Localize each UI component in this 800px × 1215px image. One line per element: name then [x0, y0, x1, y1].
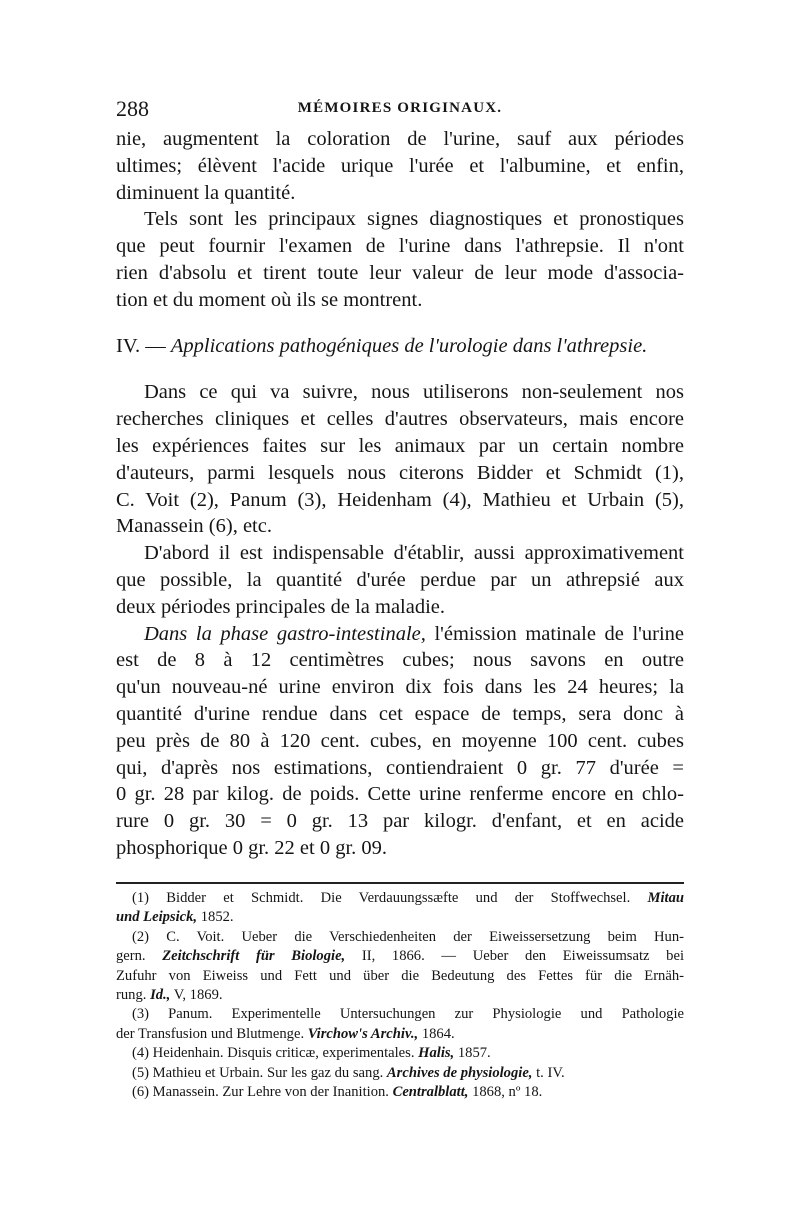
footnote-line [116, 986, 684, 1005]
body-line: rien d'absolu et tirent toute leur valeur de leur mode d'associa- [116, 261, 684, 284]
body-line: peu près de 80 à 120 cent. cubes, en moyenne 100 cent. cubes [116, 729, 684, 752]
body-line: qu'un nouveau-né urine environ dix fois dans les 24 heures; la [116, 676, 684, 699]
body-line: ultimes; élèvent l'acide urique l'urée et l'albumine, et enfin, [116, 154, 684, 177]
body-line [116, 621, 684, 648]
body-line: que peut fournir l'examen de l'urine dans l'athrepsie. Il n'ont [116, 235, 684, 258]
page-header [116, 96, 684, 126]
footnote-4 [116, 1044, 684, 1063]
body-line: Tels sont les principaux signes diagnostiques et pronostiques [144, 208, 684, 231]
footnote-text: der Transfusion und Blutmenge. [116, 1025, 308, 1042]
footnote-source: Halis, [418, 1045, 455, 1062]
footnote-source: Centralblatt, [392, 1084, 469, 1101]
footnote-line [116, 947, 684, 966]
body-line: d'auteurs, parmi lesquels nous citerons Bidder et Schmidt (1), [116, 461, 684, 484]
footnote-source: Zeitchschrift für Biologie, [162, 948, 346, 965]
body-line: qui, d'après nos estimations, contiendraient 0 gr. 77 d'urée = [116, 756, 684, 779]
footnote-source: Id., [150, 987, 171, 1004]
footnote-1 [116, 889, 684, 908]
footnote-line [116, 908, 684, 927]
footnote-text: II, 1866. — Ueber den Eiweissumsatz bei [345, 948, 685, 965]
body-line: recherches cliniques et celles d'autres observateurs, mais encore [116, 408, 684, 431]
footnote-source: Mitau [647, 890, 684, 906]
body-line: C. Voit (2), Panum (3), Heidenham (4), Mathieu et Urbain (5), [116, 488, 684, 511]
footnote-text: gern. [116, 948, 163, 965]
body-line: nie, augmentent la coloration de l'urine, sauf aux périodes [116, 128, 684, 150]
footnote-text: (5) Mathieu et Urbain. Sur les gaz du sang. [132, 1064, 387, 1081]
body-line: 0 gr. 28 par kilog. de poids. Cette urine renferme encore en chlo- [116, 783, 684, 806]
body-line: phosphorique 0 gr. 22 et 0 gr. 09. [116, 836, 388, 859]
italic-phrase: Dans la phase gastro-intestinale, [144, 622, 426, 645]
footnote-source: und Leipsick, [116, 909, 198, 926]
footnote-text: 1857. [454, 1045, 491, 1062]
footnote-divider [116, 882, 684, 884]
body-line: Manassein (6), etc. [116, 515, 272, 538]
footnote-text: (4) Heidenhain. Disquis criticæ, experimentales. [132, 1045, 419, 1062]
footnote-source: Virchow's Archiv., [307, 1025, 419, 1042]
body-line: deux périodes principales de la maladie. [116, 595, 446, 618]
body-line: les expériences faites sur les animaux par un certain nombre [116, 434, 684, 457]
body-fragment: l'émission matinale de l'urine [425, 622, 684, 645]
footnotes [116, 889, 684, 1102]
body-line: quantité d'urine rendue dans cet espace de temps, sera donc à [116, 702, 684, 725]
footnote-text: (6) Manassein. Zur Lehre von der Inanition. [132, 1084, 393, 1101]
footnote-text: V, 1869. [170, 987, 223, 1004]
body-line: est de 8 à 12 centimètres cubes; nous savons en outre [116, 649, 684, 672]
footnote-5 [116, 1064, 684, 1083]
section-title: Applications pathogéniques de l'urologie dans l'athrepsie. [170, 334, 648, 357]
body-line: Dans ce qui va suivre, nous utiliserons non-seulement nos [144, 381, 684, 404]
footnote-6 [116, 1083, 684, 1102]
body-line: tion et du moment où ils se montrent. [116, 288, 423, 311]
running-head: MÉMOIRES ORIGINAUX. [297, 100, 503, 116]
footnote-text: 1868, nº 18. [468, 1084, 543, 1101]
section-heading [116, 333, 684, 360]
footnote-text: rung. [116, 987, 151, 1004]
footnote-text: (1) Bidder et Schmidt. Die Verdauungssæfte und der Stoffwechsel. [132, 890, 648, 906]
page-number: 288 [116, 96, 149, 121]
footnote-text: 1864. [418, 1025, 455, 1042]
footnote-text: 1852. [197, 909, 234, 926]
body-line: D'abord il est indispensable d'établir, aussi approximativement [144, 542, 684, 565]
footnote-line [116, 1025, 684, 1044]
footnote-source: Archives de physiologie, [386, 1064, 533, 1081]
footnote-2: (2) C. Voit. Ueber die Verschiedenheiten der Eiweissersetzung beim Hun- [132, 928, 684, 945]
footnote-3: (3) Panum. Experimentelle Untersuchungen zur Physiologie und Pathologie [132, 1006, 684, 1023]
footnote-text: t. IV. [532, 1064, 565, 1081]
body-line: diminuent la quantité. [116, 181, 296, 204]
body-text [116, 126, 684, 862]
footnote-line: Zufuhr von Eiweiss und Fett und über die Bedeutung des Fettes für die Ernäh- [116, 967, 684, 984]
body-line: rure 0 gr. 30 = 0 gr. 13 par kilogr. d'enfant, et en acide [116, 810, 684, 833]
section-number: IV. — [116, 334, 166, 357]
body-line: que possible, la quantité d'urée perdue par un athrepsié aux [116, 568, 684, 591]
